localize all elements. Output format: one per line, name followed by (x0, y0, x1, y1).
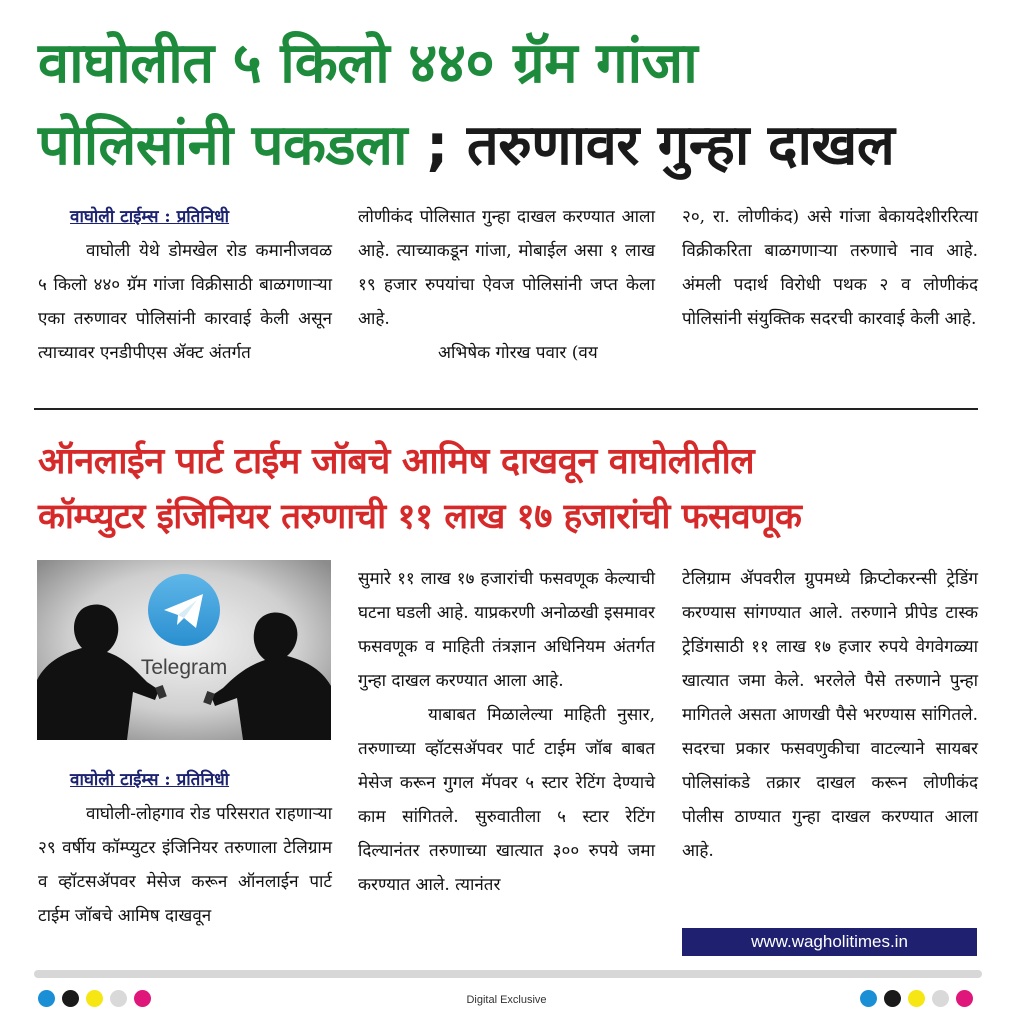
telegram-photo (37, 560, 331, 740)
story2-column-3 (682, 562, 978, 868)
story2-column-1 (38, 763, 332, 933)
story2-col2-text2: याबाबत मिळालेल्या माहिती नुसार, तरुणाच्या व्हॉटसॲपवर पार्ट टाईम जॉब बाबत मेसेज करून गुगल मॅपवर ५ स्टार रेटिंग देण्याचे काम सांगितले. सुरुवातीला ५ स्टार रेटिंग दिल्यानंतर तरुणाच्या खात्यात ३०० रुपये जमा करण्यात आले. त्यानंतर (358, 705, 655, 895)
story1-headline-green: पोलिसांनी पकडला (38, 113, 407, 178)
website-link[interactable]: www.wagholitimes.in (682, 928, 977, 956)
section-divider (34, 408, 978, 410)
footer-bar (34, 970, 982, 978)
story1-col2-text2: अभिषेक गोरख पवार (वय (438, 343, 598, 363)
story1-column-3 (682, 200, 978, 336)
story2-headline-line2: कॉम्प्युटर इंजिनियर तरुणाची ११ लाख १७ हजारांची फसवणूक (38, 497, 802, 537)
story2-col2-text: सुमारे ११ लाख १७ हजारांची फसवणूक केल्याची घटना घडली आहे. याप्रकरणी अनोळखी इसमावर फसवणूक व माहिती तंत्रज्ञान अधिनियम अंतर्गत गुन्हा दाखल करण्यात आला आहे. (358, 569, 655, 691)
story1-col1-text: वाघोली येथे डोमखेल रोड कमानीजवळ ५ किलो ४४० ग्रॅम गांजा विक्रीसाठी बाळगणाऱ्या एका तरुणावर पोलिसांनी कारवाई केली असून त्याच्यावर एनडीपीएस ॲक्ट अंतर्गत (38, 241, 332, 363)
story2-col3-text: टेलिग्राम ॲपवरील ग्रुपमध्ये क्रिप्टोकरन्सी ट्रेडिंग करण्यास सांगण्यात आले. तरुणाने प्रीपेड टास्क ट्रेडिंगसाठी ११ लाख १७ हजार रुपये वेगवेगळ्या खात्यात जमा केले. भरलेले पैसे तरुणाने पुन्हा मागितले असता आणखी पैसे भरण्यास सांगितले. सदरचा प्रकार फसवणुकीचा वाटल्याने सायबर पोलिसांकडे तक्रार दाखल करून लोणीकंद पोलीस ठाण्यात गुन्हा दाखल करण्यात आला आहे. (682, 569, 978, 861)
telegram-photo-label: Telegram (140, 656, 228, 679)
story1-col3-text: २०, रा. लोणीकंद) असे गांजा बेकायदेशीररित्या विक्रीकरिता बाळगणाऱ्या तरुणाचे नाव आहे. अंमली पदार्थ विरोधी पथक २ व लोणीकंद पोलिसांनी संयुक्तिक सदरची कारवाई केली आहे. (682, 207, 978, 329)
story1-column-2 (358, 200, 655, 370)
story2-col1-text: वाघोली-लोहगाव रोड परिसरात राहणाऱ्या २९ वर्षीय कॉम्प्युटर इंजिनियर तरुणाला टेलिग्राम व व्हॉटसॲपवर मेसेज करून ऑनलाईन पार्ट टाईम जॉबचे आमिष दाखवून (38, 804, 332, 926)
story2-byline: वाघोली टाईम्स : प्रतिनिधी (70, 770, 230, 790)
story2-column-2 (358, 562, 655, 902)
story1-column-1 (38, 200, 332, 370)
story2-headline-line1: ऑनलाईन पार्ट टाईम जॉबचे आमिष दाखवून वाघोलीतील (38, 441, 755, 482)
digital-exclusive-label: Digital Exclusive (466, 994, 547, 1006)
story1-headline-line1: वाघोलीत ५ किलो ४४० ग्रॅम गांजा (38, 31, 698, 96)
telegram-illustration (37, 560, 331, 740)
story1-headline-line2 (38, 113, 895, 178)
story1-byline: वाघोली टाईम्स : प्रतिनिधी (70, 207, 230, 227)
story1-headline-black: ; तरुणावर गुन्हा दाखल (406, 113, 895, 178)
story1-col2-text: लोणीकंद पोलिसात गुन्हा दाखल करण्यात आला आहे. त्याच्याकडून गांजा, मोबाईल असा १ लाख १९ हजार रुपयांचा ऐवज पोलिसांनी जप्त केला आहे. (358, 207, 655, 329)
